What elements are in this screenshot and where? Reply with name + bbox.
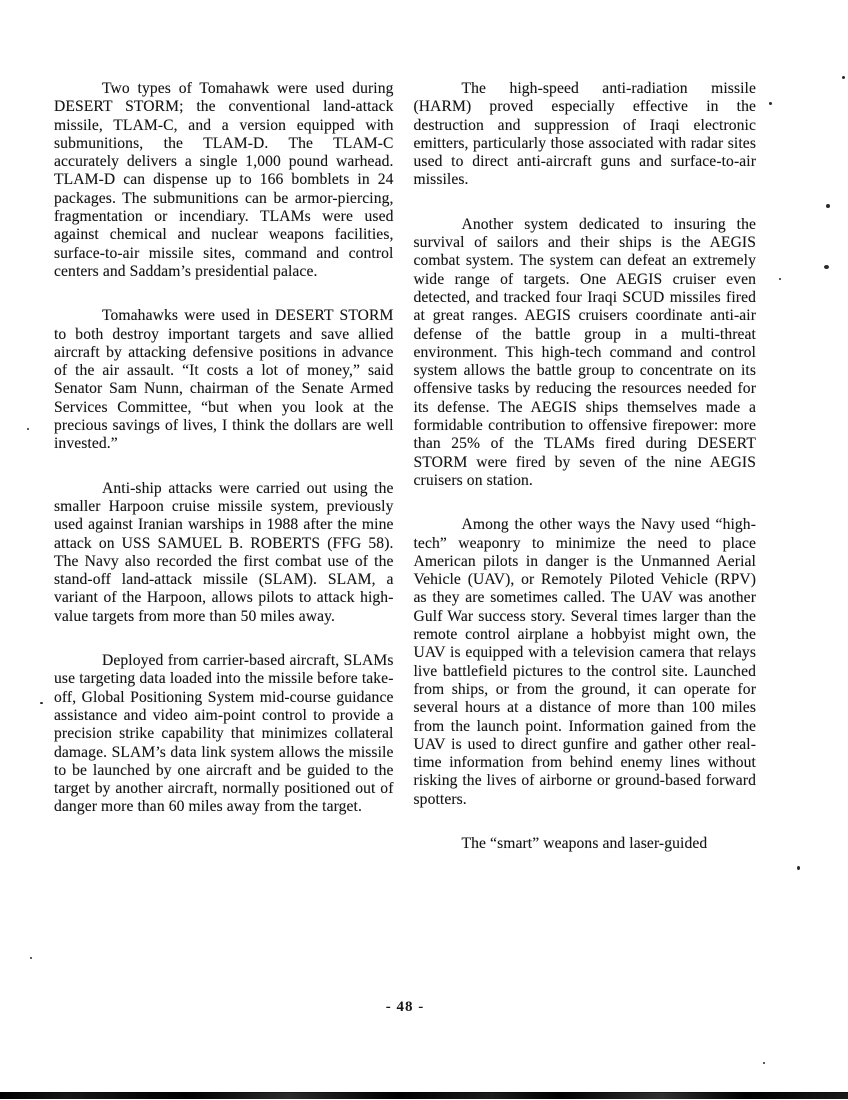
left-column	[54, 80, 394, 879]
scan-speck	[824, 265, 829, 269]
scan-speck	[763, 1062, 765, 1064]
paragraph-harpoon-slam: Anti-ship attacks were carried out using the smaller Harpoon cruise missile system, previously used against Iranian warships in 1988 after the mine attack on USS SAMUEL B. ROBERTS (FFG 58). The Navy also recorded the first combat use of the stand-off land-attack missile (SLAM). SLAM, a variant of the Harpoon, allows pilots to attack high-value targets from more than 50 miles away.	[54, 479, 394, 625]
scan-speck	[40, 702, 43, 704]
scan-speck	[842, 76, 845, 79]
paragraph-slam-deployment: Deployed from carrier-based aircraft, SLAMs use targeting data loaded into the missile before take-off, Global Positioning System mid-course guidance assistance and video aim-point control to provide a precision strike capability that minimizes collateral damage. SLAM’s data link system allows the missile to be launched by one aircraft and be guided to the target by another aircraft, normally positioned out of danger more than 60 miles away from the target.	[54, 652, 394, 816]
paragraph-aegis: Another system dedicated to insuring the survival of sailors and their ships is the AEGIS combat system. The system can defeat an extremely wide range of targets. One AEGIS cruiser even detected, and tracked four Iraqi SCUD missiles fired at great ranges. AEGIS cruisers coordinate anti-air defense of the battle group in a multi-threat environment. This high-tech command and control system allows the battle group to concentrate on its offensive tasks by reducing the resources needed for its defense. The AEGIS ships themselves made a formidable contribution to offensive firepower: more than 25% of the TLAMs fired during DESERT STORM were fired by seven of the nine AEGIS cruisers on station.	[413, 215, 756, 489]
scan-speck	[769, 102, 772, 105]
right-column	[414, 80, 757, 879]
scan-edge-artifact	[0, 1092, 848, 1099]
page-number: - 48 -	[385, 999, 425, 1015]
scan-speck	[779, 278, 781, 280]
scan-speck	[797, 866, 800, 870]
scan-speck	[826, 204, 830, 208]
text-columns	[54, 80, 756, 879]
scan-speck	[30, 957, 32, 959]
paragraph-tomahawk-use: Tomahawks were used in DESERT STORM to both destroy important targets and save allied aircraft by attacking defensive positions in advance of the air assault. “It costs a lot of money,” said Senator Sam Nunn, chairman of the Senate Armed Services Committee, “but when you look at the precious savings of lives, I think the dollars are well invested.”	[54, 307, 394, 453]
paragraph-uav: Among the other ways the Navy used “high-tech” weaponry to minimize the need to place American pilots in danger is the Unmanned Aerial Vehicle (UAV), or Remotely Piloted Vehicle (RPV) as they are sometimes called. The UAV was another Gulf War success story. Several times larger than the remote control airplane a hobbyist might own, the UAV is equipped with a television camera that relays live battlefield pictures to the control site. Launched from ships, or from the ground, it can operate for several hours at a distance of more than 100 miles from the launch point. Information gained from the UAV is used to direct gunfire and gather other real-time information from behind enemy lines without risking the lives of airborne or ground-based forward spotters.	[413, 516, 756, 808]
paragraph-smart-weapons-lead: The “smart” weapons and laser-guided	[461, 834, 708, 852]
paragraph-harm: The high-speed anti-radiation missile (HARM) proved especially effective in the destruction and suppression of Iraqi electronic emitters, particularly those associated with radar sites used to direct anti-aircraft guns and surface-to-air missiles.	[413, 80, 756, 189]
paragraph-tomahawk-types: Two types of Tomahawk were used during DESERT STORM; the conventional land-attack missile, TLAM-C, and a version equipped with submunitions, the TLAM-D. The TLAM-C accurately delivers a single 1,000 pound warhead. TLAM-D can dispense up to 166 bomblets in 24 packages. The submunitions can be armor-piercing, fragmentation or incendiary. TLAMs were used against chemical and nuclear weapons facilities, surface-to-air missile sites, command and control centers and Saddam’s presidential palace.	[54, 80, 394, 280]
scan-speck	[27, 428, 29, 430]
